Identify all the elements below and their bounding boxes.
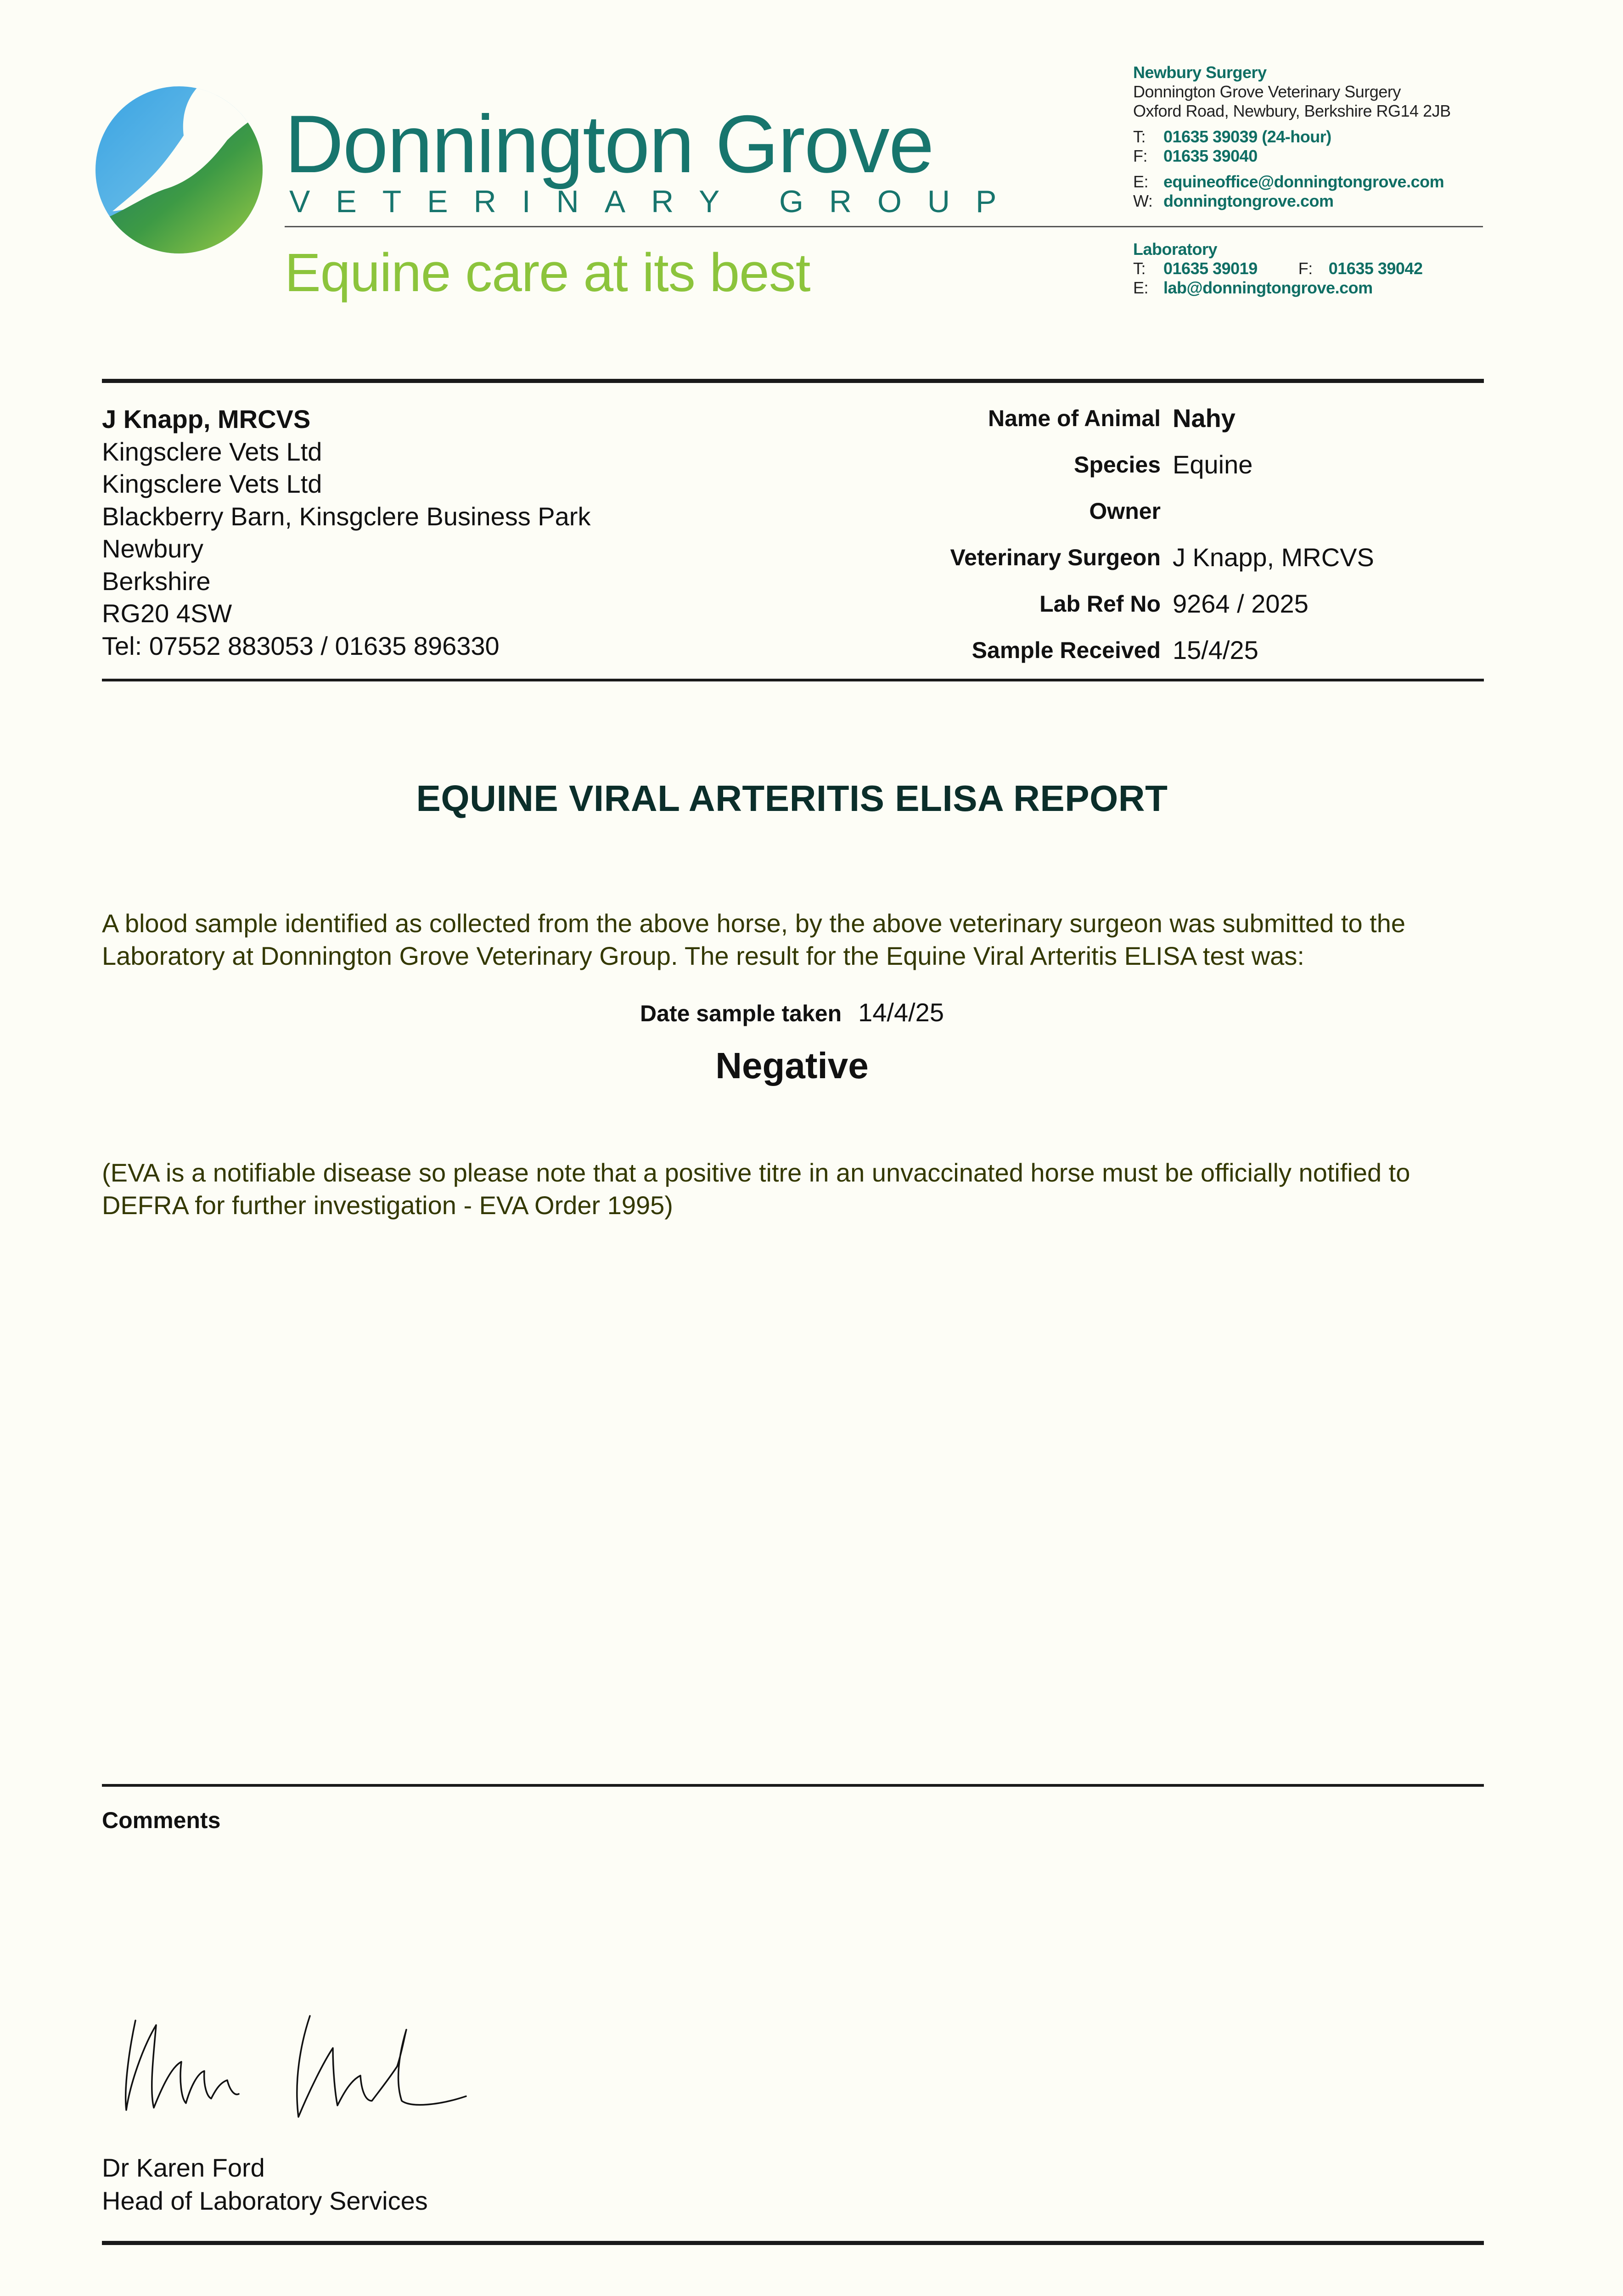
sample-date-line <box>0 997 1584 1027</box>
species-label: Species <box>1073 452 1161 478</box>
lab-email-link[interactable]: lab@donningtongrove.com <box>1163 278 1373 297</box>
sample-received-label: Sample Received <box>972 637 1161 663</box>
surgery-web-label: W: <box>1133 191 1153 210</box>
surgery-contact-block <box>1133 63 1451 211</box>
lab-ref-row <box>872 589 1469 635</box>
lab-email-label: E: <box>1133 278 1149 297</box>
lab-contact-block <box>1133 240 1422 298</box>
sample-date-value: 14/4/25 <box>858 998 944 1027</box>
animal-name-label: Name of Animal <box>988 405 1161 431</box>
recipient-line: Berkshire <box>102 566 211 596</box>
lab-fax-label: F: <box>1298 259 1313 278</box>
lab-tel[interactable]: 01635 39019 <box>1163 259 1258 278</box>
recipient-address <box>102 403 590 662</box>
test-result: Negative <box>715 1045 869 1086</box>
surgery-address-line1: Donnington Grove Veterinary Surgery <box>1133 82 1401 101</box>
lab-tel-label: T: <box>1133 259 1146 278</box>
surgery-tel[interactable]: 01635 39039 (24-hour) <box>1163 127 1331 146</box>
recipient-line: Kingsclere Vets Ltd <box>102 469 322 498</box>
footer-rule <box>102 2241 1484 2245</box>
surgery-tel-label: T: <box>1133 127 1146 146</box>
lab-heading: Laboratory <box>1133 240 1218 259</box>
recipient-line: Blackberry Barn, Kinsgclere Business Park <box>102 501 591 531</box>
eva-notice: (EVA is a notifiable disease so please note that a positive titre in an unvaccinated horse must be officially notified to DEFRA for further investigation - EVA Order 1995) <box>102 1158 1410 1220</box>
species-value: Equine <box>1173 450 1253 479</box>
species-row <box>872 450 1469 496</box>
signatory-name: Dr Karen Ford <box>102 2153 265 2182</box>
owner-row <box>872 496 1469 542</box>
surgery-fax: 01635 39040 <box>1163 146 1258 165</box>
surgeon-label: Veterinary Surgeon <box>950 545 1161 570</box>
report-title: EQUINE VIRAL ARTERITIS ELISA REPORT <box>416 778 1168 819</box>
signatory-role: Head of Laboratory Services <box>102 2186 428 2215</box>
brand-tagline: Equine care at its best <box>285 242 810 303</box>
signature-icon <box>117 2011 484 2135</box>
brand-subtitle: VETERINARY GROUP <box>289 184 1022 219</box>
animal-name-value: Nahy <box>1173 404 1236 433</box>
animal-details-table <box>872 403 1469 681</box>
lab-fax: 01635 39042 <box>1328 259 1423 278</box>
surgery-email-label: E: <box>1133 172 1149 191</box>
header-divider <box>285 226 1483 227</box>
surgery-web-link[interactable]: donningtongrove.com <box>1163 191 1334 210</box>
sample-date-label: Date sample taken <box>640 1001 842 1026</box>
owner-label: Owner <box>1089 498 1161 524</box>
comments-label: Comments <box>102 1807 221 1833</box>
details-bottom-rule <box>102 679 1484 681</box>
surgery-fax-label: F: <box>1133 146 1147 165</box>
sample-received-value: 15/4/25 <box>1173 636 1258 664</box>
animal-name-row <box>872 403 1469 450</box>
details-top-rule <box>102 379 1484 383</box>
surgeon-value: J Knapp, MRCVS <box>1173 543 1374 572</box>
comments-top-rule <box>102 1784 1484 1787</box>
surgery-heading: Newbury Surgery <box>1133 63 1267 82</box>
recipient-line: RG20 4SW <box>102 599 232 628</box>
recipient-line: Newbury <box>102 534 203 563</box>
recipient-line: Kingsclere Vets Ltd <box>102 437 322 466</box>
recipient-name: J Knapp, MRCVS <box>102 405 311 433</box>
brand-name: Donnington Grove <box>285 98 933 190</box>
surgery-email-link[interactable]: equineoffice@donningtongrove.com <box>1163 172 1444 191</box>
report-intro: A blood sample identified as collected from the above horse, by the above veterinary surgeon was submitted to the Laboratory at Donnington Grove Veterinary Group. The result for the Equine Viral Arteritis ELISA test was: <box>102 909 1405 970</box>
signatory-block <box>102 2151 428 2217</box>
sample-received-row <box>872 635 1469 681</box>
surgery-address-line2: Oxford Road, Newbury, Berkshire RG14 2JB <box>1133 101 1451 120</box>
surgeon-row <box>872 542 1469 589</box>
lab-ref-value: 9264 / 2025 <box>1173 589 1309 618</box>
lab-ref-label: Lab Ref No <box>1039 591 1161 617</box>
horse-head-logo-icon <box>94 85 264 255</box>
recipient-phone: Tel: 07552 883053 / 01635 896330 <box>102 631 500 660</box>
